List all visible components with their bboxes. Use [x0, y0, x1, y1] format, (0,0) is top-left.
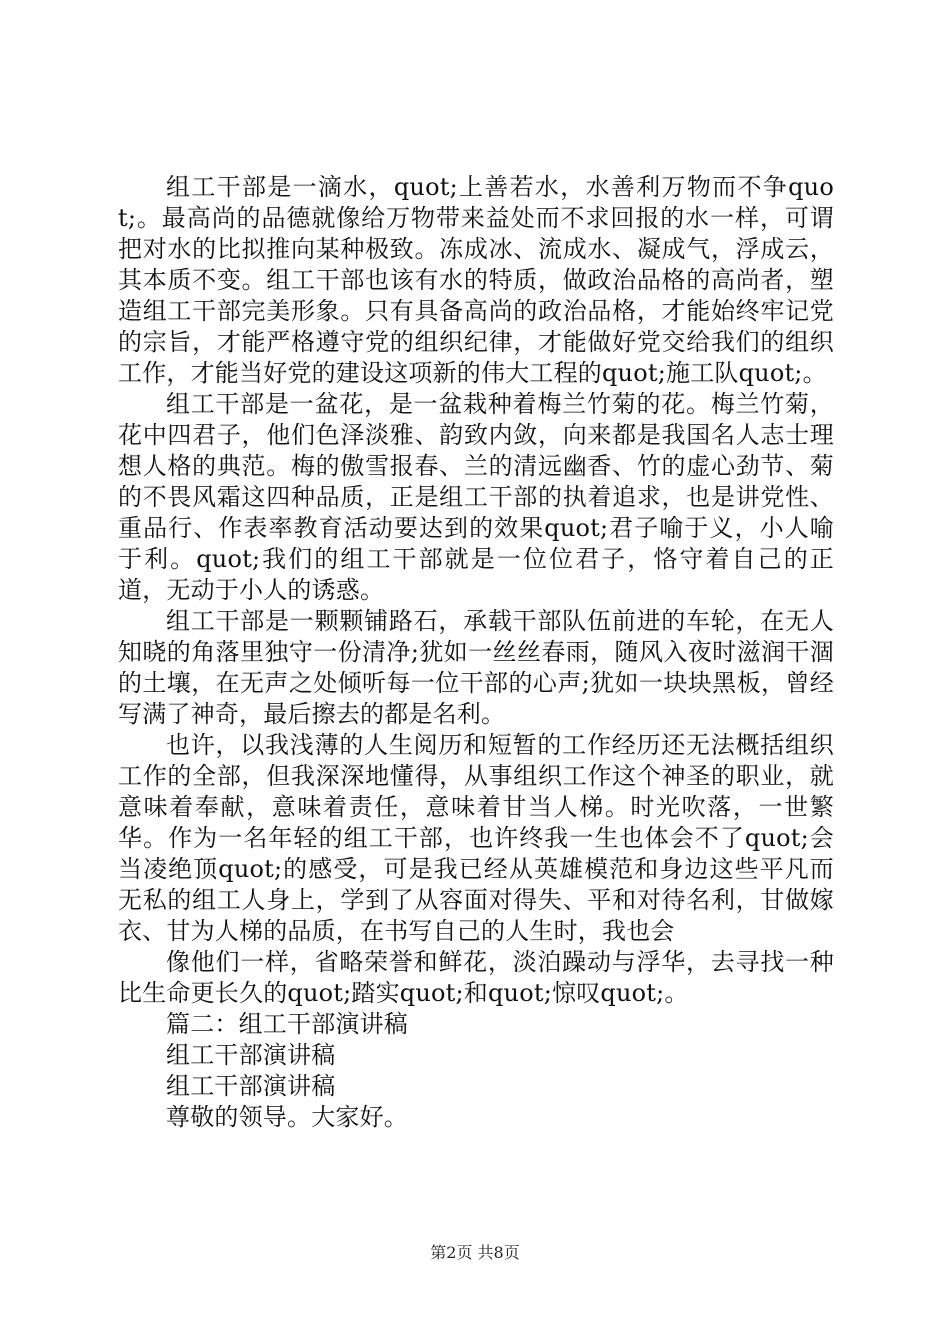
speech-title: 组工干部演讲稿 [166, 1041, 336, 1069]
paragraph-paving-stone: 组工干部是一颗颗铺路石，承载干部队伍前进的车轮，在无人知晓的角落里独守一份清净;犹如一丝丝春雨，随风入夜时滋润干涸的土壤，在无声之处倾听每一位干部的心声;犹如一块块黑板，曾经写满了神奇，最后擦去的都是名利。 [118, 607, 834, 728]
document-body [118, 172, 834, 1133]
paragraph-flower: 组工干部是一盆花，是一盆栽种着梅兰竹菊的花。梅兰竹菊，花中四君子，他们色泽淡雅、韵致内敛，向来都是我国名人志士理想人格的典范。梅的傲雪报春、兰的清远幽香、竹的虚心劲节、菊的不畏风霜这四种品质，正是组工干部的执着追求，也是讲党性、重品行、作表率教育活动要达到的效果quot;君子喻于义，小人喻于利。quot;我们的组工干部就是一位位君子，恪守着自己的正道，无动于小人的诱惑。 [118, 390, 834, 604]
speech-title-repeat: 组工干部演讲稿 [166, 1072, 336, 1100]
page-number-footer: 第2页 共8页 [430, 1243, 520, 1262]
paragraph-water: 组工干部是一滴水，quot;上善若水，水善利万物而不争quot;。最高尚的品德就像给万物带来益处而不求回报的水一样，可谓把对水的比拟推向某种极致。冻成冰、流成水、凝成气，浮成云，其本质不变。组工干部也该有水的特质，做政治品格的高尚者，塑造组工干部完美形象。只有具备高尚的政治品格，才能始终牢记党的宗旨，才能严格遵守党的组织纪律，才能做好党交给我们的组织工作，才能当好党的建设这项新的伟大工程的quot;施工队quot;。 [118, 173, 834, 387]
section-heading: 篇二：组工干部演讲稿 [166, 1010, 408, 1038]
salutation: 尊敬的领导。大家好。 [166, 1103, 408, 1131]
paragraph-conclusion: 像他们一样，省略荣誉和鲜花，淡泊躁动与浮华，去寻找一种比生命更长久的quot;踏实quot;和quot;惊叹quot;。 [118, 948, 834, 1007]
paragraph-reflection: 也许，以我浅薄的人生阅历和短暂的工作经历还无法概括组织工作的全部，但我深深地懂得，从事组织工作这个神圣的职业，就意味着奉献，意味着责任，意味着甘当人梯。时光吹落，一世繁华。作为一名年轻的组工干部，也许终我一生也体会不了quot;会当凌绝顶quot;的感受，可是我已经从英雄模范和身边这些平凡而无私的组工人身上，学到了从容面对得失、平和对待名利，甘做嫁衣、甘为人梯的品质，在书写自己的人生时，我也会 [118, 731, 834, 945]
